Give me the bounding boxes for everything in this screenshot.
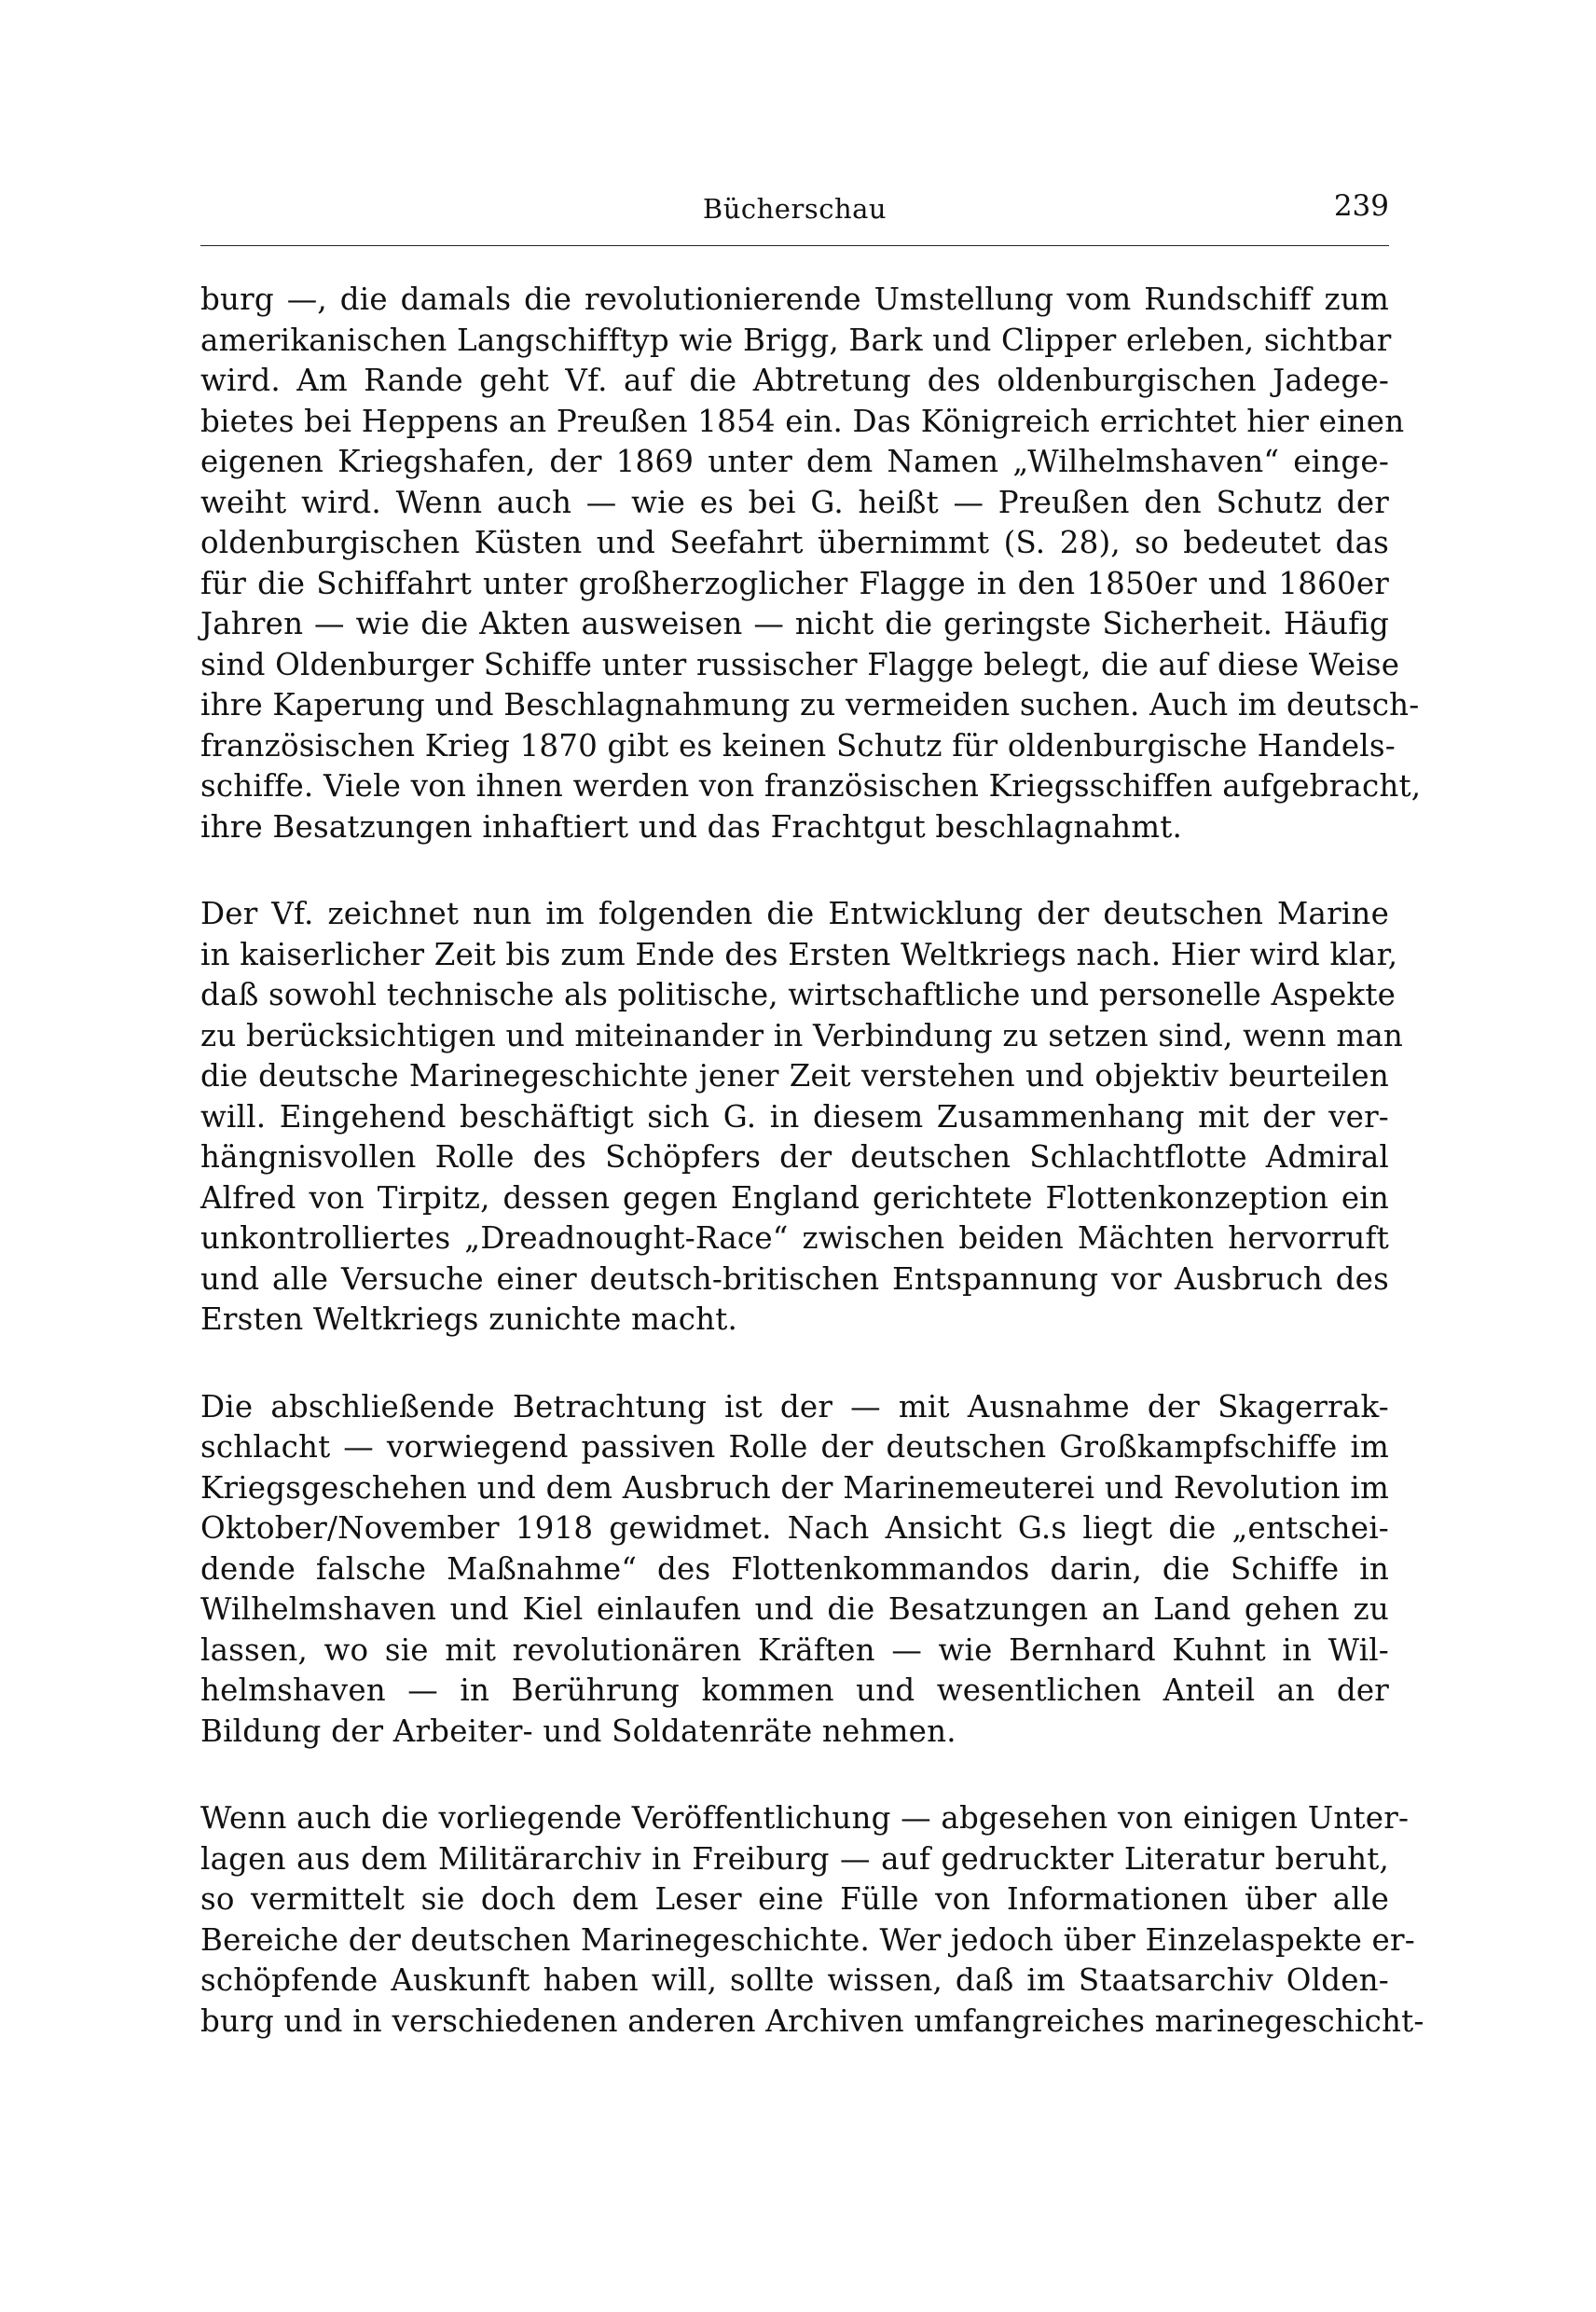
text-line: Jahren — wie die Akten ausweisen — nicht die geringste Sicherheit. Häufig [200,606,1389,641]
text-line: Der Vf. zeichnet nun im folgenden die Entwicklung der deutschen Marine [200,896,1389,931]
text-line: unkontrolliertes „Dreadnought-Race“ zwischen beiden Mächten hervorruft [200,1220,1389,1256]
text-line: sind Oldenburger Schiffe unter russischer Flagge belegt, die auf diese Weise [200,646,1400,682]
text-line: weiht wird. Wenn auch — wie es bei G. heißt — Preußen den Schutz der [200,484,1389,520]
text-line: wird. Am Rande geht Vf. auf die Abtretung des oldenburgischen Jadege- [200,363,1389,398]
body-text [200,280,1424,2088]
page-number: 239 [1333,189,1389,223]
paragraph-1 [200,280,1422,847]
paragraph-3 [200,1387,1389,1753]
text-line: Die abschließende Betrachtung ist der — mit Ausnahme der Skagerrak- [200,1388,1389,1424]
text-line: daß sowohl technische als politische, wirtschaftliche und personelle Aspekte [200,977,1396,1012]
text-line: schöpfende Auskunft haben will, sollte wissen, daß im Staatsarchiv Olden- [200,1962,1389,1998]
text-line: lagen aus dem Militärarchiv in Freiburg — auf gedruckter Literatur beruht, [200,1840,1389,1877]
text-line: Kriegsgeschehen und dem Ausbruch der Marinemeuterei und Revolution im [200,1469,1389,1506]
text-line: Bereiche der deutschen Marinegeschichte. Wer jedoch über Einzelaspekte er- [200,1921,1415,1958]
text-line: ihre Kaperung und Beschlagnahmung zu vermeiden suchen. Auch im deutsch- [200,687,1420,722]
text-line: und alle Versuche einer deutsch-britischen Entspannung vor Ausbruch des [200,1260,1389,1297]
page [200,182,1424,2039]
text-line: schiffe. Viele von ihnen werden von französischen Kriegsschiffen aufgebracht, [200,768,1422,804]
paragraph-4 [200,1798,1424,2042]
text-line: Ersten Weltkriegs zunichte macht. [200,1301,738,1337]
text-line: in kaiserlicher Zeit bis zum Ende des Ersten Weltkriegs nach. Hier wird klar, [200,936,1398,972]
text-line: burg und in verschiedenen anderen Archiven umfangreiches marinegeschicht- [200,2002,1424,2039]
text-line: für die Schiffahrt unter großherzoglicher Flagge in den 1850er und 1860er [200,565,1389,601]
text-line: Bildung der Arbeiter- und Soldatenräte nehmen. [200,1713,956,1749]
text-line: Alfred von Tirpitz, dessen gegen England gerichtete Flottenkonzeption ein [200,1179,1389,1216]
text-line: bietes bei Heppens an Preußen 1854 ein. Das Königreich errichtet hier einen [200,403,1405,439]
text-line: Oktober/November 1918 gewidmet. Nach Ansicht G.s liegt die „entschei- [200,1510,1389,1546]
text-line: lassen, wo sie mit revolutionären Kräften — wie Bernhard Kuhnt in Wil- [200,1631,1389,1668]
text-line: helmshaven — in Berührung kommen und wesentlichen Anteil an der [200,1672,1389,1708]
text-line: oldenburgischen Küsten und Seefahrt übernimmt (S. 28), so bedeutet das [200,525,1389,560]
running-title: Bücherschau [702,193,887,225]
text-line: französischen Krieg 1870 gibt es keinen Schutz für oldenburgische Handels- [200,727,1396,764]
text-line: eigenen Kriegshafen, der 1869 unter dem Namen „Wilhelmshaven“ einge- [200,444,1389,479]
text-line: die deutsche Marinegeschichte jener Zeit verstehen und objektiv beurteilen [200,1058,1389,1094]
header-rule [200,245,1389,246]
text-line: Wenn auch die vorliegende Veröffentlichung — abgesehen von einigen Unter- [200,1800,1410,1836]
text-line: amerikanischen Langschifftyp wie Brigg, Bark und Clipper erleben, sichtbar [200,322,1392,358]
text-line: ihre Besatzungen inhaftiert und das Frachtgut beschlagnahmt. [200,808,1183,845]
running-head [200,182,1389,238]
text-line: so vermittelt sie doch dem Leser eine Fülle von Informationen über alle [200,1881,1389,1917]
text-line: burg —, die damals die revolutionierende Umstellung vom Rundschiff zum [200,282,1389,317]
text-line: Wilhelmshaven und Kiel einlaufen und die Besatzungen an Land gehen zu [200,1591,1389,1627]
text-line: will. Eingehend beschäftigt sich G. in diesem Zusammenhang mit der ver- [200,1098,1389,1135]
paragraph-2 [200,894,1404,1341]
text-line: zu berücksichtigen und miteinander in Verbindung zu setzen sind, wenn man [200,1017,1404,1053]
text-line: schlacht — vorwiegend passiven Rolle der deutschen Großkampfschiffe im [200,1429,1389,1465]
text-line: dende falsche Maßnahme“ des Flottenkommandos darin, die Schiffe in [200,1550,1389,1587]
text-line: hängnisvollen Rolle des Schöpfers der deutschen Schlachtflotte Admiral [200,1139,1389,1175]
